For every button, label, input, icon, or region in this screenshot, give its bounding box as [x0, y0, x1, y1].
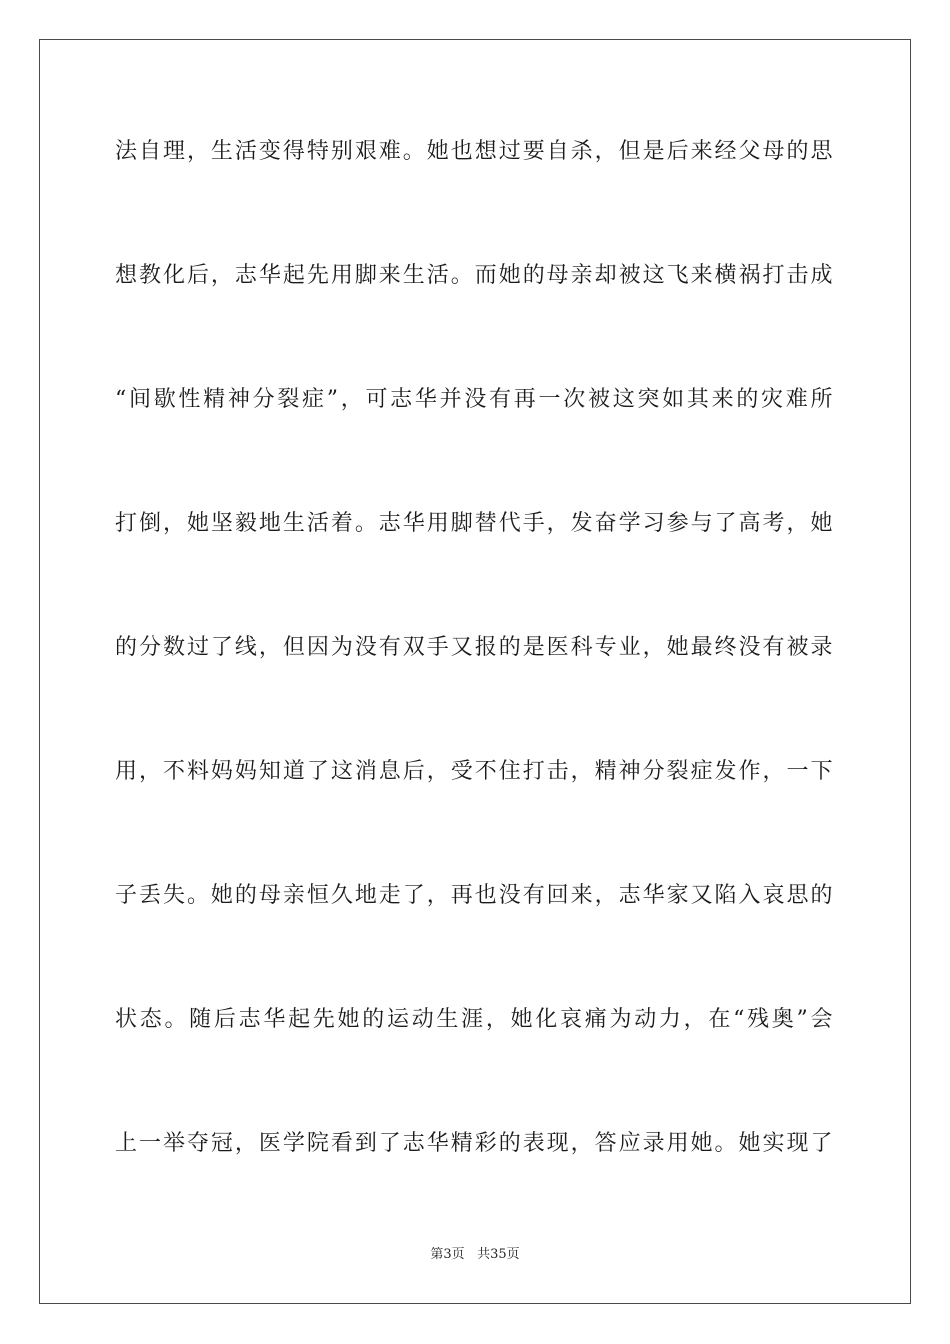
body-text-line: “间歇性精神分裂症”，可志华并没有再一次被这突如其来的灾难所	[115, 387, 833, 412]
body-text-line: 法自理，生活变得特别艰难。她也想过要自杀，但是后来经父母的思	[115, 139, 833, 164]
body-text-line: 打倒，她坚毅地生活着。志华用脚替代手，发奋学习参与了高考，她	[115, 511, 833, 536]
page-border	[39, 39, 911, 1304]
body-text-line: 状态。随后志华起先她的运动生涯，她化哀痛为动力，在“残奥”会	[115, 1007, 833, 1032]
body-text-line: 想教化后，志华起先用脚来生活。而她的母亲却被这飞来横祸打击成	[115, 263, 833, 288]
page-footer	[0, 1246, 950, 1264]
body-text-line: 上一举夺冠，医学院看到了志华精彩的表现，答应录用她。她实现了	[115, 1131, 833, 1156]
total-pages: 共35页	[477, 1247, 520, 1262]
body-text-line: 子丢失。她的母亲恒久地走了，再也没有回来，志华家又陷入哀思的	[115, 883, 833, 908]
body-text-line: 用，不料妈妈知道了这消息后，受不住打击，精神分裂症发作，一下	[115, 759, 833, 784]
page-number: 第3页	[430, 1247, 465, 1262]
body-text-line: 的分数过了线，但因为没有双手又报的是医科专业，她最终没有被录	[115, 635, 833, 660]
